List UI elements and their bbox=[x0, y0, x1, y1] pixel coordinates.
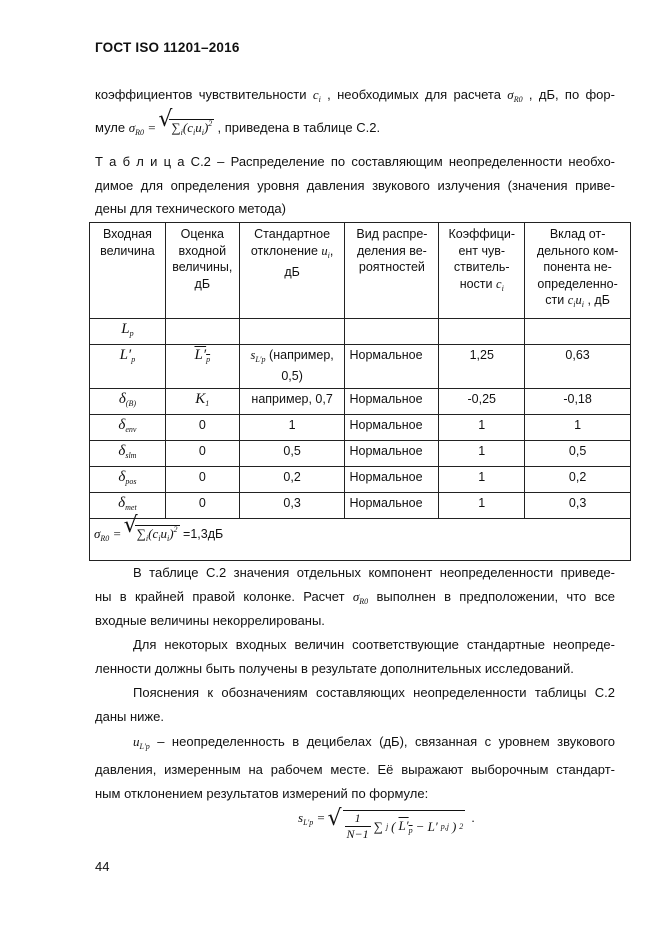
para1-line-1: В таблице С.2 значения отдельных компонент неопределенности приведе- bbox=[133, 565, 615, 580]
col-header-estimate: Оценка входной величины, дБ bbox=[165, 223, 239, 319]
col-header-input: Входная величина bbox=[90, 223, 166, 319]
symbol-sigma-r0: $\sigma_{R0}$ bbox=[507, 87, 523, 104]
table-row: $\delta_{slm}$ 0 0,5 Нормальное 1 0,5 bbox=[90, 441, 631, 467]
col-header-distribution: Вид распре-деления ве-роятностей bbox=[345, 223, 439, 319]
para4-line-1: $u_{L'p}$ – неопределенность в децибелах (дБ), связанная с уровнем звукового bbox=[133, 734, 615, 751]
para4-line-3: ным отклонением результатов измерений по формуле: bbox=[95, 786, 429, 801]
para3-line-1: Пояснения к обозначениям составляющих неопределенности таблицы С.2 bbox=[133, 685, 615, 700]
para2-line-2: ленности должны быть получены в результате дополнительных исследований. bbox=[95, 661, 574, 676]
para3-line-2: даны ниже. bbox=[95, 709, 164, 724]
table-row: $\delta_{(B)}$ $K_1$ например, 0,7 Нормальное -0,25 -0,18 bbox=[90, 389, 631, 415]
para4-line-2: давления, измеренным на рабочем месте. Её выражают выборочным стандарт- bbox=[95, 762, 615, 777]
page-header: ГОСТ ISO 11201–2016 bbox=[95, 40, 240, 55]
intro-line-2: муле $\sigma_{R0}$ = √ $\sum_i(c_iu_i)^2$ , приведена в таблице С.2. bbox=[95, 115, 615, 142]
formula-sigma-r0: $\sigma_{R0}$ = √ $\sum_i(c_iu_i)^2$ bbox=[129, 120, 218, 135]
total-value: =1,3дБ bbox=[183, 527, 224, 541]
table-row: $L'_p$ $L'_p$ $s_{L'p}$ (например, 0,5) Нормальное 1,25 0,63 bbox=[90, 345, 631, 389]
col-header-coefficient: Коэффици-ент чув-ствитель-ности $c_i$ bbox=[439, 223, 525, 319]
table-row: $\delta_{env}$ 0 1 Нормальное 1 1 bbox=[90, 415, 631, 441]
intro-line-1: коэффициентов чувствительности $c_i$ , необходимых для расчета $\sigma_{R0}$ , дБ, по фор- bbox=[95, 87, 615, 104]
table-total-row: $\sigma_{R0}$ = √ $\sum_i(c_iu_i)^2 =1,3дБ$ bbox=[90, 519, 631, 561]
para1-line-3: входные величины некоррелированы. bbox=[95, 613, 325, 628]
col-header-contribution: Вклад от-дельного ком-понента не-определенно-сти $c_iu_i$ , дБ bbox=[525, 223, 631, 319]
para2-line-1: Для некоторых входных величин соответствующие стандартные неопреде- bbox=[133, 637, 615, 652]
para1-line-2: ны в крайней правой колонке. Расчет $\sigma_{R0}$ выполнен в предположении, что все bbox=[95, 589, 615, 606]
table-row: $L_p$ bbox=[90, 319, 631, 345]
table-caption-line-2: димое для определения уровня давления звукового излучения (значения приве- bbox=[95, 178, 615, 193]
table-caption-line-1: Т а б л и ц а С.2 – Распределение по составляющим неопределенности необхо- bbox=[95, 154, 615, 169]
page-number: 44 bbox=[95, 859, 110, 874]
formula-s-lp: $s_{L'p}$ = √ 1 N−1 ∑ j ( $L'_p$ − L′ p,j ) 2 . bbox=[298, 810, 475, 842]
symbol-ci: $c_i$ bbox=[312, 87, 321, 104]
symbol-u-lp: $u_{L'p}$ bbox=[133, 734, 150, 751]
table-header-row bbox=[90, 223, 631, 319]
col-header-std: Стандартное отклонение $u_i$, дБ bbox=[239, 223, 345, 319]
table-caption-line-3: дены для технического метода) bbox=[95, 201, 286, 216]
table-row: $\delta_{met}$ 0 0,3 Нормальное 1 0,3 bbox=[90, 493, 631, 519]
table-row: $\delta_{pos}$ 0 0,2 Нормальное 1 0,2 bbox=[90, 467, 631, 493]
uncertainty-table bbox=[89, 222, 631, 561]
